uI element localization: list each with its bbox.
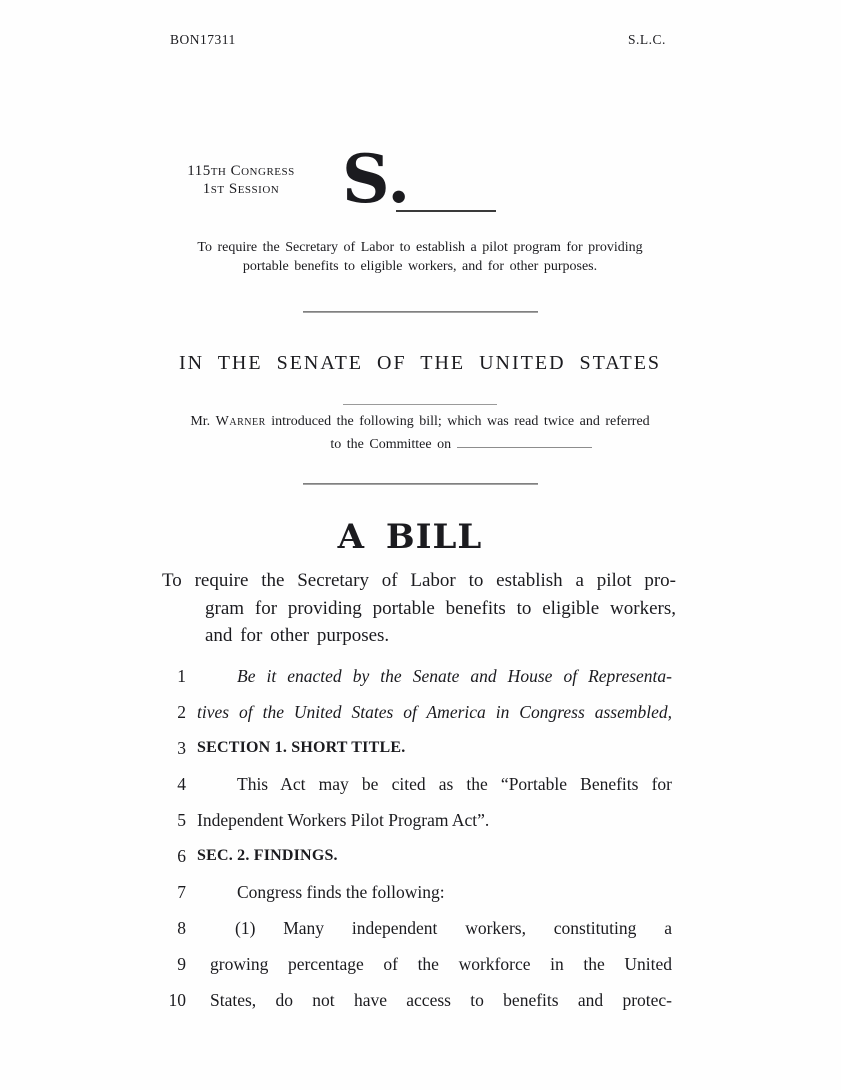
congress-label: 115th Congress <box>187 163 295 179</box>
committee-text: to the Committee on <box>330 437 457 452</box>
bill-chamber-letter: S. <box>342 140 411 218</box>
line-text: Congress finds the following: <box>237 882 445 902</box>
line-text: (1) Many independent workers, constituting a <box>235 918 672 938</box>
bill-line <box>160 982 672 1018</box>
line-text: Independent Workers Pilot Program Act”. <box>197 810 490 830</box>
line-number: 1 <box>177 666 186 686</box>
session-label: 1st Session <box>202 181 280 197</box>
committee-blank-line <box>457 434 592 448</box>
sponsor-prefix: Mr. <box>190 414 216 429</box>
official-title-summary <box>170 238 670 276</box>
bill-line <box>160 838 672 874</box>
bill-line <box>160 946 672 982</box>
line-number: 3 <box>177 738 186 758</box>
line-number: 5 <box>177 810 186 830</box>
bill-line <box>160 874 672 910</box>
line-number: 7 <box>177 882 186 902</box>
line-number: 6 <box>177 846 186 866</box>
introduction-paragraph <box>150 410 690 456</box>
line-text: States, do not have access to benefits and protec- <box>210 990 672 1010</box>
official-title-line: portable benefits to eligible workers, and for other purposes. <box>242 259 598 274</box>
bill-line <box>160 766 672 802</box>
committee-line <box>150 433 690 456</box>
line-number: 4 <box>177 774 186 794</box>
bill-heading: A BILL <box>337 517 483 557</box>
line-number: 8 <box>177 918 186 938</box>
line-text: growing percentage of the workforce in the United <box>210 954 672 974</box>
bill-number-blank-line <box>396 210 496 212</box>
bill-line <box>160 694 672 730</box>
divider-rule-bottom <box>303 483 538 485</box>
purpose-line: To require the Secretary of Labor to establish a pilot pro- <box>162 570 676 591</box>
official-title-line: To require the Secretary of Labor to establish a pilot program for providing <box>197 240 643 255</box>
line-text: This Act may be cited as the “Portable Benefits for <box>237 774 672 794</box>
introduction-text: introduced the following bill; which was read twice and referred <box>265 414 650 429</box>
congress-session-block <box>168 162 314 198</box>
purpose-line: and for other purposes. <box>205 625 390 646</box>
slc-label: S.L.C. <box>628 32 666 47</box>
senate-heading: IN THE SENATE OF THE UNITED STATES <box>178 352 662 374</box>
line-text: Be it enacted by the Senate and House of Representa- <box>237 666 672 686</box>
document-id: BON17311 <box>170 32 236 47</box>
bill-line <box>160 658 672 694</box>
bill-line <box>160 802 672 838</box>
introduction-line <box>150 410 690 433</box>
section-heading: SECTION 1. SHORT TITLE. <box>197 739 406 756</box>
bill-line <box>160 730 672 766</box>
line-text: tives of the United States of America in Congress assembled, <box>197 702 672 722</box>
section-heading: SEC. 2. FINDINGS. <box>197 847 338 864</box>
bill-line <box>160 910 672 946</box>
line-number: 2 <box>177 702 186 722</box>
line-number: 10 <box>168 990 186 1010</box>
purpose-paragraph <box>160 567 676 650</box>
line-number: 9 <box>177 954 186 974</box>
bill-body <box>160 658 672 1018</box>
date-blank-line <box>343 404 497 405</box>
purpose-line: gram for providing portable benefits to eligible workers, <box>205 597 676 619</box>
divider-rule-top <box>303 311 538 313</box>
sponsor-name: Warner <box>215 414 266 429</box>
